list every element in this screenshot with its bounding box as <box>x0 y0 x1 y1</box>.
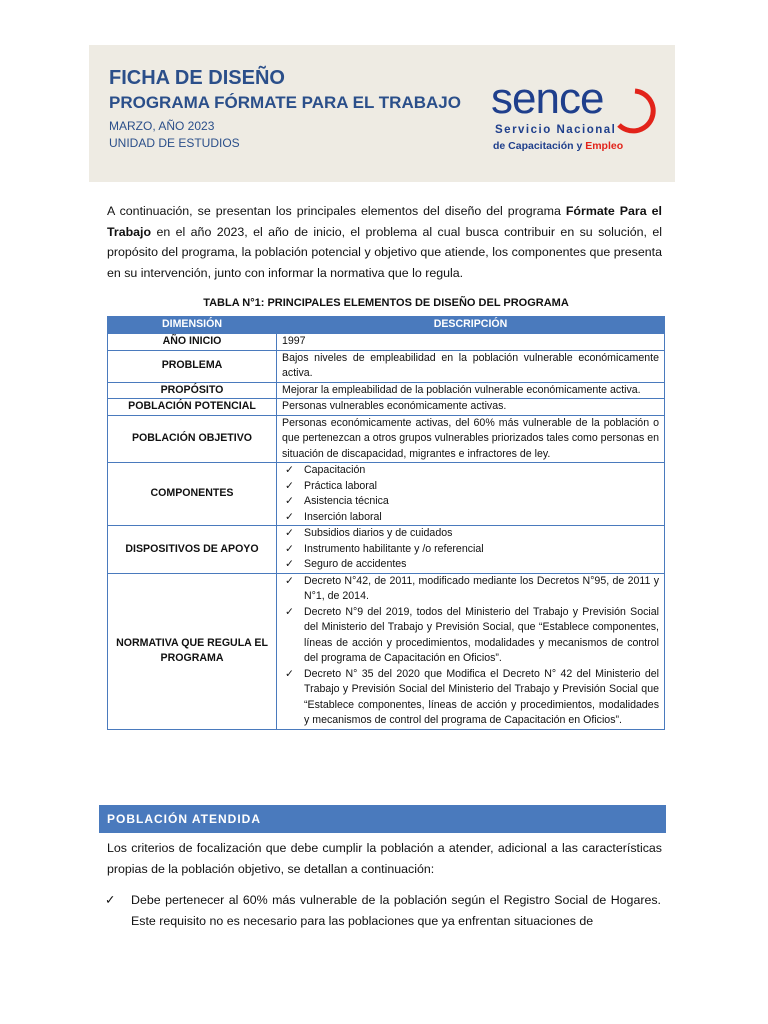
logo-word: sence <box>491 74 604 123</box>
table-row: POBLACIÓN OBJETIVO Personas económicamente activas, del 60% más vulnerable de la población o que pertenezcan a otros grupos vulnerables priorizados tales como personas en situación de discapacidad, migrantes e infractores de ley. <box>108 415 665 463</box>
table-row: PROPÓSITO Mejorar la empleabilidad de la población vulnerable económicamente activa. <box>108 382 665 399</box>
document-title: FICHA DE DISEÑO <box>109 67 285 89</box>
list-item: ✓ Asistencia técnica <box>282 494 659 510</box>
intro-paragraph: A continuación, se presentan los principales elementos del diseño del programa Fórmate Para el Trabajo en el año 2023, el año de inicio, el problema al cual busca contribuir en su solución, el propósito del programa, la población potencial y objetivo que atiende, los componentes que presenta en su intervención, junto con informar la normativa que lo regula. <box>107 204 662 280</box>
program-title: PROGRAMA FÓRMATE PARA EL TRABAJO <box>109 93 461 112</box>
sence-logo <box>489 63 659 163</box>
logo-line1: Servicio Nacional <box>495 124 617 136</box>
document-unit: UNIDAD DE ESTUDIOS <box>109 136 240 150</box>
section-heading: POBLACIÓN ATENDIDA <box>99 805 666 833</box>
table-row: COMPONENTES ✓ Capacitación ✓ Práctica laboral ✓ Asistencia técnica ✓ Inserción laboral <box>108 463 665 526</box>
list-item: ✓ Seguro de accidentes <box>282 557 659 573</box>
list-item: ✓ Subsidios diarios y de cuidados <box>282 526 659 542</box>
list-item: ✓ Instrumento habilitante y /o referencial <box>282 542 659 558</box>
list-item: ✓ Decreto N° 35 del 2020 que Modifica el Decreto N° 42 del Ministerio del Trabajo y Previsión Social del Ministerio del Trabajo y Previsión Social que “Establece componentes, líneas de acción y procedimientos, modalidades y mecanismos de control del programa de Capacitación en Oficios”. <box>282 667 659 729</box>
table-row: POBLACIÓN POTENCIAL Personas vulnerables económicamente activas. <box>108 399 665 416</box>
table-caption: TABLA N°1: PRINCIPALES ELEMENTOS DE DISEÑO DEL PROGRAMA <box>203 297 569 309</box>
check-icon: ✓ <box>105 893 116 907</box>
table-row: AÑO INICIO 1997 <box>108 334 665 351</box>
list-item: ✓ Capacitación <box>282 463 659 479</box>
design-table <box>107 316 665 730</box>
list-item: ✓ Debe pertenecer al 60% más vulnerable de la población según el Registro Social de Hogares. Este requisito no es necesario para las poblaciones que ya enfrentan situaciones de <box>131 890 661 932</box>
table-row: PROBLEMA Bajos niveles de empleabilidad en la población vulnerable económicamente activa. <box>108 350 665 382</box>
document-date: MARZO, AÑO 2023 <box>109 119 215 133</box>
header-dimension: DIMENSIÓN <box>108 317 277 334</box>
list-item: ✓ Práctica laboral <box>282 479 659 495</box>
logo-swoosh-icon <box>619 91 653 131</box>
list-item: ✓ Decreto N°9 del 2019, todos del Ministerio del Trabajo y Previsión Social del Ministerio del Trabajo y Previsión Social, que “Establece componentes, líneas de acción y procedimientos, modalidades y mecanismos de control del programa de Capacitación en Oficios”. <box>282 605 659 667</box>
logo-line2: de Capacitación y Empleo <box>493 140 624 152</box>
list-item: ✓ Decreto N°42, de 2011, modificado mediante los Decretos N°95, de 2011 y N°1, de 2014. <box>282 574 659 605</box>
table-header-row <box>108 317 665 334</box>
header-description: DESCRIPCIÓN <box>277 317 665 334</box>
section-intro: Los criterios de focalización que debe cumplir la población a atender, adicional a las características propias de la población objetivo, se detallan a continuación: <box>107 841 662 876</box>
table-row: NORMATIVA QUE REGULA EL PROGRAMA ✓ Decreto N°42, de 2011, modificado mediante los Decretos N°95, de 2011 y N°1, de 2014. ✓ Decreto N°9 del 2019, todos del Ministerio del Trabajo y Previsión Social del Ministerio del Trabajo y Previsión Social, que “Establece componentes, líneas de acción y procedimientos, modalidades y mecanismos de control del programa de Capacitación en Oficios”. ✓ Decreto N° 35 del 2020 que Modifica el Decreto N° 42 del Ministerio del Trabajo y Previsión Social del Ministerio del Trabajo y Previsión Social que “Establece componentes, líneas de acción y procedimientos, modalidades y mecanismos de control del programa de Capacitación en Oficios”. <box>108 573 665 729</box>
list-item: ✓ Inserción laboral <box>282 510 659 526</box>
table-row: DISPOSITIVOS DE APOYO ✓ Subsidios diarios y de cuidados ✓ Instrumento habilitante y /o referencial ✓ Seguro de accidentes <box>108 526 665 574</box>
document-header <box>89 45 675 182</box>
